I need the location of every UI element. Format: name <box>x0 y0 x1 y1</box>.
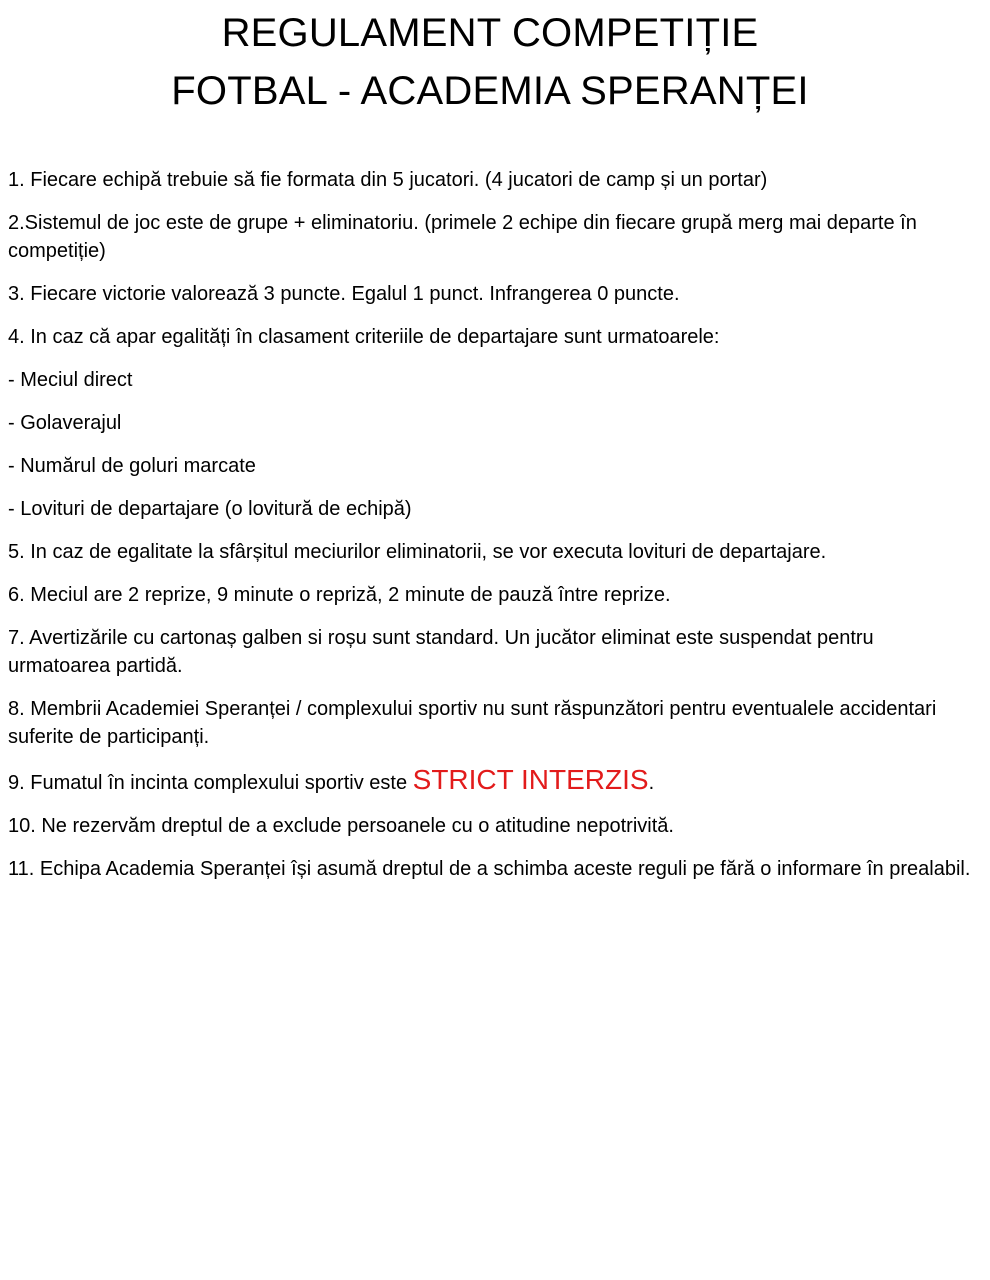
rule-7: 7. Avertizările cu cartonaș galben si roșu sunt standard. Un jucător eliminat este suspendat pentru urmatoarea partidă. <box>8 627 874 677</box>
rule-8: 8. Membrii Academiei Speranței / complexului sportiv nu sunt răspunzători pentru eventualele accidentari suferite de participanți. <box>8 698 937 748</box>
rule-10: 10. Ne rezervăm dreptul de a exclude persoanele cu o atitudine nepotrivită. <box>8 815 674 837</box>
rule-9 <box>8 766 972 797</box>
rule-6: 6. Meciul are 2 reprize, 9 minute o repriză, 2 minute de pauză între reprize. <box>8 584 671 606</box>
document-title-line-2: FOTBAL - ACADEMIA SPERANȚEI <box>171 69 809 113</box>
rule-5: 5. In caz de egalitate la sfârșitul meciurilor eliminatorii, se vor executa lovituri de departajare. <box>8 541 827 563</box>
rule-3: 3. Fiecare victorie valorează 3 puncte. Egalul 1 punct. Infrangerea 0 puncte. <box>8 283 680 305</box>
tiebreak-criterion-4: - Lovituri de departajare (o lovitură de echipă) <box>8 498 412 520</box>
rule-9-suffix: . <box>648 772 655 794</box>
tiebreak-criterion-3: - Numărul de goluri marcate <box>8 455 256 477</box>
rule-4: 4. In caz că apar egalități în clasament criteriile de departajare sunt urmatoarele: <box>8 326 720 348</box>
rule-9-prefix: 9. Fumatul în incinta complexului sportiv este <box>8 772 413 794</box>
rules-list <box>8 166 972 883</box>
rule-11: 11. Echipa Academia Speranței își asumă dreptul de a schimba aceste reguli pe fără o informare în prealabil. <box>8 858 971 880</box>
tiebreak-criterion-1: - Meciul direct <box>8 369 133 391</box>
rule-1: 1. Fiecare echipă trebuie să fie formata din 5 jucatori. (4 jucatori de camp și un portar) <box>8 169 768 191</box>
document-title-line-1: REGULAMENT COMPETIȚIE <box>221 11 759 55</box>
strict-prohibition-emphasis: STRICT INTERZIS <box>412 764 649 795</box>
tiebreak-criterion-2: - Golaverajul <box>8 412 122 434</box>
rule-2: 2.Sistemul de joc este de grupe + eliminatoriu. (primele 2 echipe din fiecare grupă merg mai departe în competiție) <box>8 212 917 262</box>
